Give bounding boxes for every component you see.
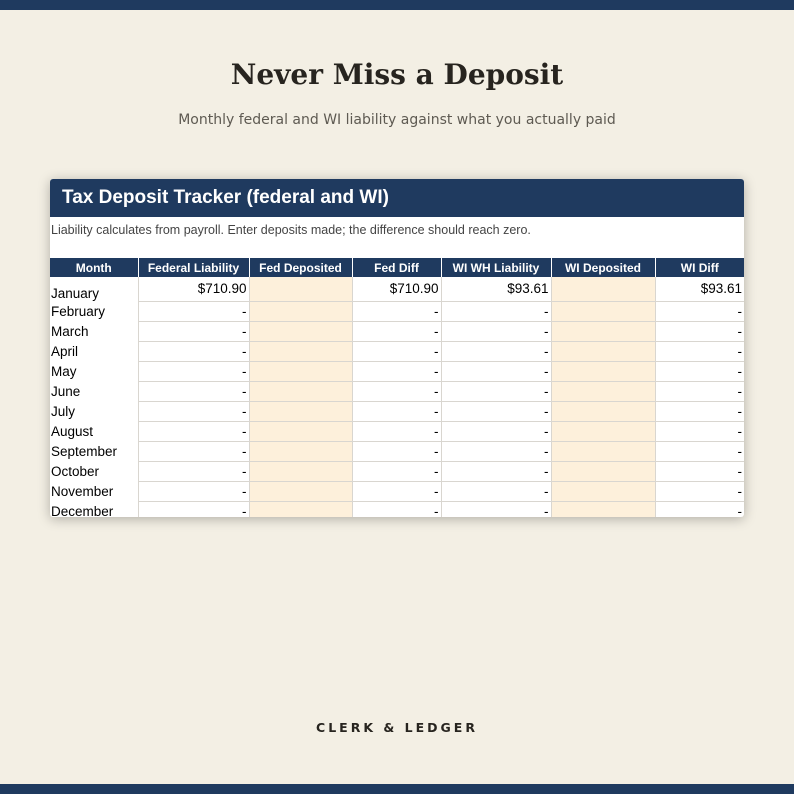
- month-cell: April: [51, 343, 79, 359]
- fed-deposited-input-cell[interactable]: [249, 341, 352, 361]
- fed-diff-cell[interactable]: -: [352, 361, 441, 381]
- wi-diff-cell[interactable]: $93.61: [655, 277, 744, 301]
- wi-deposited-input-cell[interactable]: [551, 301, 655, 321]
- fed-deposited-input-cell[interactable]: [249, 381, 352, 401]
- table-row: [50, 381, 744, 401]
- federal-liability-cell[interactable]: -: [138, 481, 249, 501]
- month-cell: January: [51, 286, 100, 301]
- wi-diff-cell[interactable]: -: [655, 441, 744, 461]
- month-cell: March: [51, 323, 89, 339]
- federal-liability-cell[interactable]: -: [138, 321, 249, 341]
- wi-liability-cell[interactable]: -: [441, 421, 551, 441]
- fed-deposited-input-cell[interactable]: [249, 461, 352, 481]
- table-body: [50, 277, 744, 517]
- fed-deposited-input-cell[interactable]: [249, 277, 352, 301]
- wi-deposited-input-cell[interactable]: [551, 277, 655, 301]
- wi-liability-cell[interactable]: -: [441, 441, 551, 461]
- month-cell: February: [51, 303, 106, 319]
- fed-diff-cell[interactable]: -: [352, 421, 441, 441]
- fed-diff-cell[interactable]: -: [352, 401, 441, 421]
- wi-diff-cell[interactable]: -: [655, 341, 744, 361]
- wi-diff-cell[interactable]: -: [655, 381, 744, 401]
- federal-liability-cell[interactable]: -: [138, 401, 249, 421]
- column-header-federal-liability[interactable]: Federal Liability: [138, 258, 249, 277]
- wi-diff-cell[interactable]: -: [655, 461, 744, 481]
- table-header-row: [50, 258, 744, 277]
- column-header-fed-deposited[interactable]: Fed Deposited: [249, 258, 352, 277]
- wi-liability-cell[interactable]: -: [441, 481, 551, 501]
- federal-liability-cell[interactable]: -: [138, 421, 249, 441]
- wi-liability-cell[interactable]: -: [441, 501, 551, 517]
- page-subline: Monthly federal and WI liability against what you actually paid: [178, 112, 616, 128]
- fed-deposited-input-cell[interactable]: [249, 361, 352, 381]
- wi-diff-cell[interactable]: -: [655, 321, 744, 341]
- federal-liability-cell[interactable]: -: [138, 501, 249, 517]
- federal-liability-cell[interactable]: -: [138, 381, 249, 401]
- fed-diff-cell[interactable]: -: [352, 301, 441, 321]
- federal-liability-cell[interactable]: -: [138, 301, 249, 321]
- wi-deposited-input-cell[interactable]: [551, 361, 655, 381]
- table-row: [50, 421, 744, 441]
- wi-liability-cell[interactable]: -: [441, 341, 551, 361]
- top-accent-bar: [0, 0, 794, 10]
- column-header-month[interactable]: Month: [50, 258, 138, 277]
- column-header-wi-wh-liability[interactable]: WI WH Liability: [441, 258, 551, 277]
- column-header-wi-deposited[interactable]: WI Deposited: [551, 258, 655, 277]
- month-cell: June: [51, 383, 81, 399]
- fed-diff-cell[interactable]: -: [352, 341, 441, 361]
- month-cell: August: [51, 423, 94, 439]
- month-cell: December: [51, 503, 114, 517]
- fed-diff-cell[interactable]: -: [352, 321, 441, 341]
- month-cell: September: [51, 443, 118, 459]
- fed-deposited-input-cell[interactable]: [249, 401, 352, 421]
- wi-liability-cell[interactable]: -: [441, 401, 551, 421]
- wi-liability-cell[interactable]: -: [441, 361, 551, 381]
- fed-deposited-input-cell[interactable]: [249, 501, 352, 517]
- fed-deposited-input-cell[interactable]: [249, 301, 352, 321]
- table-row: [50, 341, 744, 361]
- wi-deposited-input-cell[interactable]: [551, 381, 655, 401]
- sheet-instructions: Liability calculates from payroll. Enter deposits made; the difference should reach zero.: [51, 223, 531, 237]
- wi-diff-cell[interactable]: -: [655, 361, 744, 381]
- fed-diff-cell[interactable]: -: [352, 481, 441, 501]
- wi-deposited-input-cell[interactable]: [551, 401, 655, 421]
- column-header-fed-diff[interactable]: Fed Diff: [352, 258, 441, 277]
- wi-diff-cell[interactable]: -: [655, 401, 744, 421]
- wi-deposited-input-cell[interactable]: [551, 341, 655, 361]
- wi-liability-cell[interactable]: -: [441, 321, 551, 341]
- wi-deposited-input-cell[interactable]: [551, 501, 655, 517]
- wi-liability-cell[interactable]: $93.61: [441, 277, 551, 301]
- wi-liability-cell[interactable]: -: [441, 301, 551, 321]
- fed-deposited-input-cell[interactable]: [249, 321, 352, 341]
- month-cell: November: [51, 483, 114, 499]
- fed-diff-cell[interactable]: -: [352, 461, 441, 481]
- month-cell: May: [51, 363, 77, 379]
- wi-diff-cell[interactable]: -: [655, 501, 744, 517]
- fed-diff-cell[interactable]: -: [352, 441, 441, 461]
- federal-liability-cell[interactable]: -: [138, 361, 249, 381]
- deposit-table: [50, 258, 744, 517]
- month-cell: October: [51, 463, 100, 479]
- tax-deposit-tracker-sheet: [50, 179, 744, 517]
- table-row: [50, 277, 744, 301]
- page-headline: Never Miss a Deposit: [230, 58, 564, 91]
- table-row: [50, 501, 744, 517]
- wi-deposited-input-cell[interactable]: [551, 461, 655, 481]
- brand-footer: CLERK & LEDGER: [316, 720, 478, 735]
- fed-diff-cell[interactable]: $710.90: [352, 277, 441, 301]
- table-row: [50, 301, 744, 321]
- wi-diff-cell[interactable]: -: [655, 481, 744, 501]
- federal-liability-cell[interactable]: $710.90: [138, 277, 249, 301]
- fed-diff-cell[interactable]: -: [352, 381, 441, 401]
- month-cell: July: [51, 403, 76, 419]
- federal-liability-cell[interactable]: -: [138, 441, 249, 461]
- wi-liability-cell[interactable]: -: [441, 461, 551, 481]
- table-row: [50, 461, 744, 481]
- column-header-wi-diff[interactable]: WI Diff: [655, 258, 744, 277]
- fed-deposited-input-cell[interactable]: [249, 441, 352, 461]
- bottom-accent-bar: [0, 784, 794, 794]
- federal-liability-cell[interactable]: -: [138, 461, 249, 481]
- wi-deposited-input-cell[interactable]: [551, 421, 655, 441]
- table-row: [50, 361, 744, 381]
- wi-deposited-input-cell[interactable]: [551, 441, 655, 461]
- wi-liability-cell[interactable]: -: [441, 381, 551, 401]
- sheet-title: Tax Deposit Tracker (federal and WI): [50, 179, 744, 217]
- table-row: [50, 401, 744, 421]
- fed-deposited-input-cell[interactable]: [249, 481, 352, 501]
- fed-diff-cell[interactable]: -: [352, 501, 441, 517]
- wi-diff-cell[interactable]: -: [655, 421, 744, 441]
- fed-deposited-input-cell[interactable]: [249, 421, 352, 441]
- federal-liability-cell[interactable]: -: [138, 341, 249, 361]
- table-row: [50, 481, 744, 501]
- wi-diff-cell[interactable]: -: [655, 301, 744, 321]
- wi-deposited-input-cell[interactable]: [551, 481, 655, 501]
- wi-deposited-input-cell[interactable]: [551, 321, 655, 341]
- table-row: [50, 441, 744, 461]
- table-row: [50, 321, 744, 341]
